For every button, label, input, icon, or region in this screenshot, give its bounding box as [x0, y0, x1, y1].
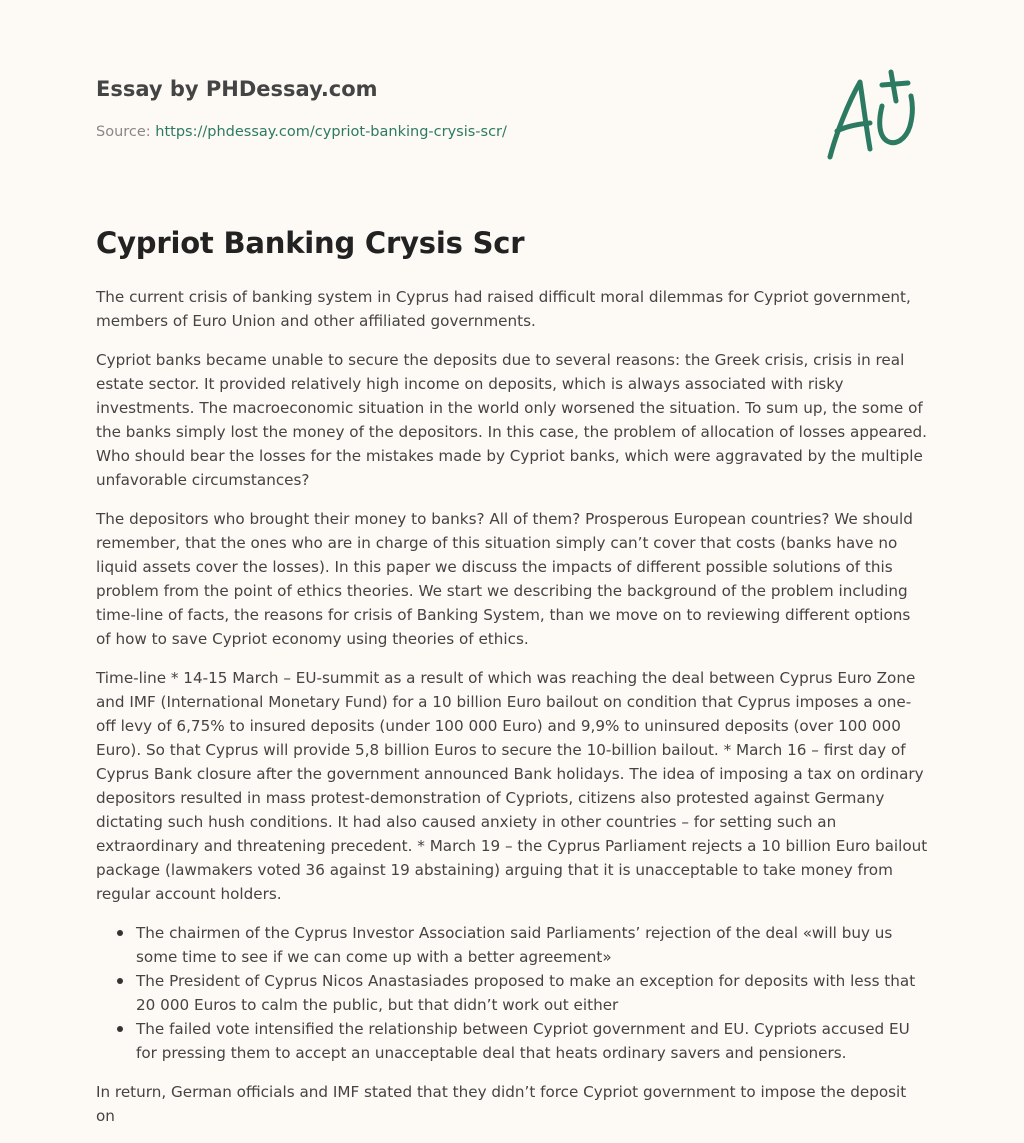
list-item-text: The chairmen of the Cyprus Investor Association said Parliaments’ rejection of the deal «will buy us some time to see if we can come up with a better agreement» [136, 924, 893, 966]
list-item-text: The failed vote intensified the relationship between Cypriot government and EU. Cypriots accused EU for pressing them to accept an unacceptable deal that heats ordinary savers and pensioners. [136, 1020, 910, 1062]
essay-body [96, 285, 928, 1143]
list-item-text: The President of Cyprus Nicos Anastasiades proposed to make an exception for deposits with less that 20 000 Euros to calm the public, but that didn’t work out either [136, 972, 916, 1014]
list-item [136, 969, 928, 1017]
bullet-icon [117, 930, 123, 936]
list-item [136, 921, 928, 969]
source-line [96, 124, 507, 140]
paragraph: In return, German officials and IMF stated that they didn’t force Cypriot government to impose the deposit on [96, 1083, 907, 1125]
bullet-list [96, 921, 928, 1065]
list-item [136, 1017, 928, 1065]
paragraph: The depositors who brought their money to banks? All of them? Prosperous European countries? We should remember, that the ones who are in charge of this situation simply can’t cover that costs (banks have no liquid assets cover the losses). In this paper we discuss the impacts of different possible solutions of this problem from the point of ethics theories. We start we describing the background of the problem including time-line of facts, the reasons for crisis of Banking System, than we move on to reviewing different options of how to save Cypriot economy using theories of ethics. [96, 510, 913, 648]
bullet-icon [117, 978, 123, 984]
paragraph: Time-line * 14-15 March – EU-summit as a result of which was reaching the deal between Cyprus Euro Zone and IMF (International Monetary Fund) for a 10 billion Euro bailout on condition that Cyprus imposes a one-off levy of 6,75% to insured deposits (under 100 000 Euro) and 9,9% to uninsured deposits (over 100 000 Euro). So that Cyprus will provide 5,8 billion Euros to secure the 10-billion bailout. * March 16 – first day of Cyprus Bank closure after the government announced Bank holidays. The idea of imposing a tax on ordinary depositors resulted in mass protest-demonstration of Cypriots, citizens also protested against Germany dictating such hush conditions. It had also caused anxiety in other countries – for setting such an extraordinary and threatening precedent. * March 19 – the Cyprus Parliament rejects a 10 billion Euro bailout package (lawmakers voted 36 against 19 abstaining) arguing that it is unacceptable to take money from regular account holders. [96, 669, 928, 903]
source-label: Source: [96, 124, 156, 140]
essay-title: Cypriot Banking Crysis Scr [96, 226, 525, 260]
paragraph: The current crisis of banking system in Cyprus had raised difficult moral dilemmas for Cypriot government, members of Euro Union and other affiliated governments. [96, 288, 911, 330]
a-plus-icon [823, 68, 927, 168]
site-brand: Essay by PHDessay.com [96, 77, 378, 101]
paragraph: Cypriot banks became unable to secure the deposits due to several reasons: the Greek crisis, crisis in real estate sector. It provided relatively high income on deposits, which is always associated with risky investments. The macroeconomic situation in the world only worsened the situation. To sum up, the some of the banks simply lost the money of the depositors. In this case, the problem of allocation of losses appeared. Who should bear the losses for the mistakes made by Cypriot banks, which were aggravated by the multiple unfavorable circumstances? [96, 351, 928, 489]
bullet-icon [117, 1026, 123, 1032]
source-link[interactable]: https://phdessay.com/cypriot-banking-crysis-scr/ [155, 124, 507, 140]
